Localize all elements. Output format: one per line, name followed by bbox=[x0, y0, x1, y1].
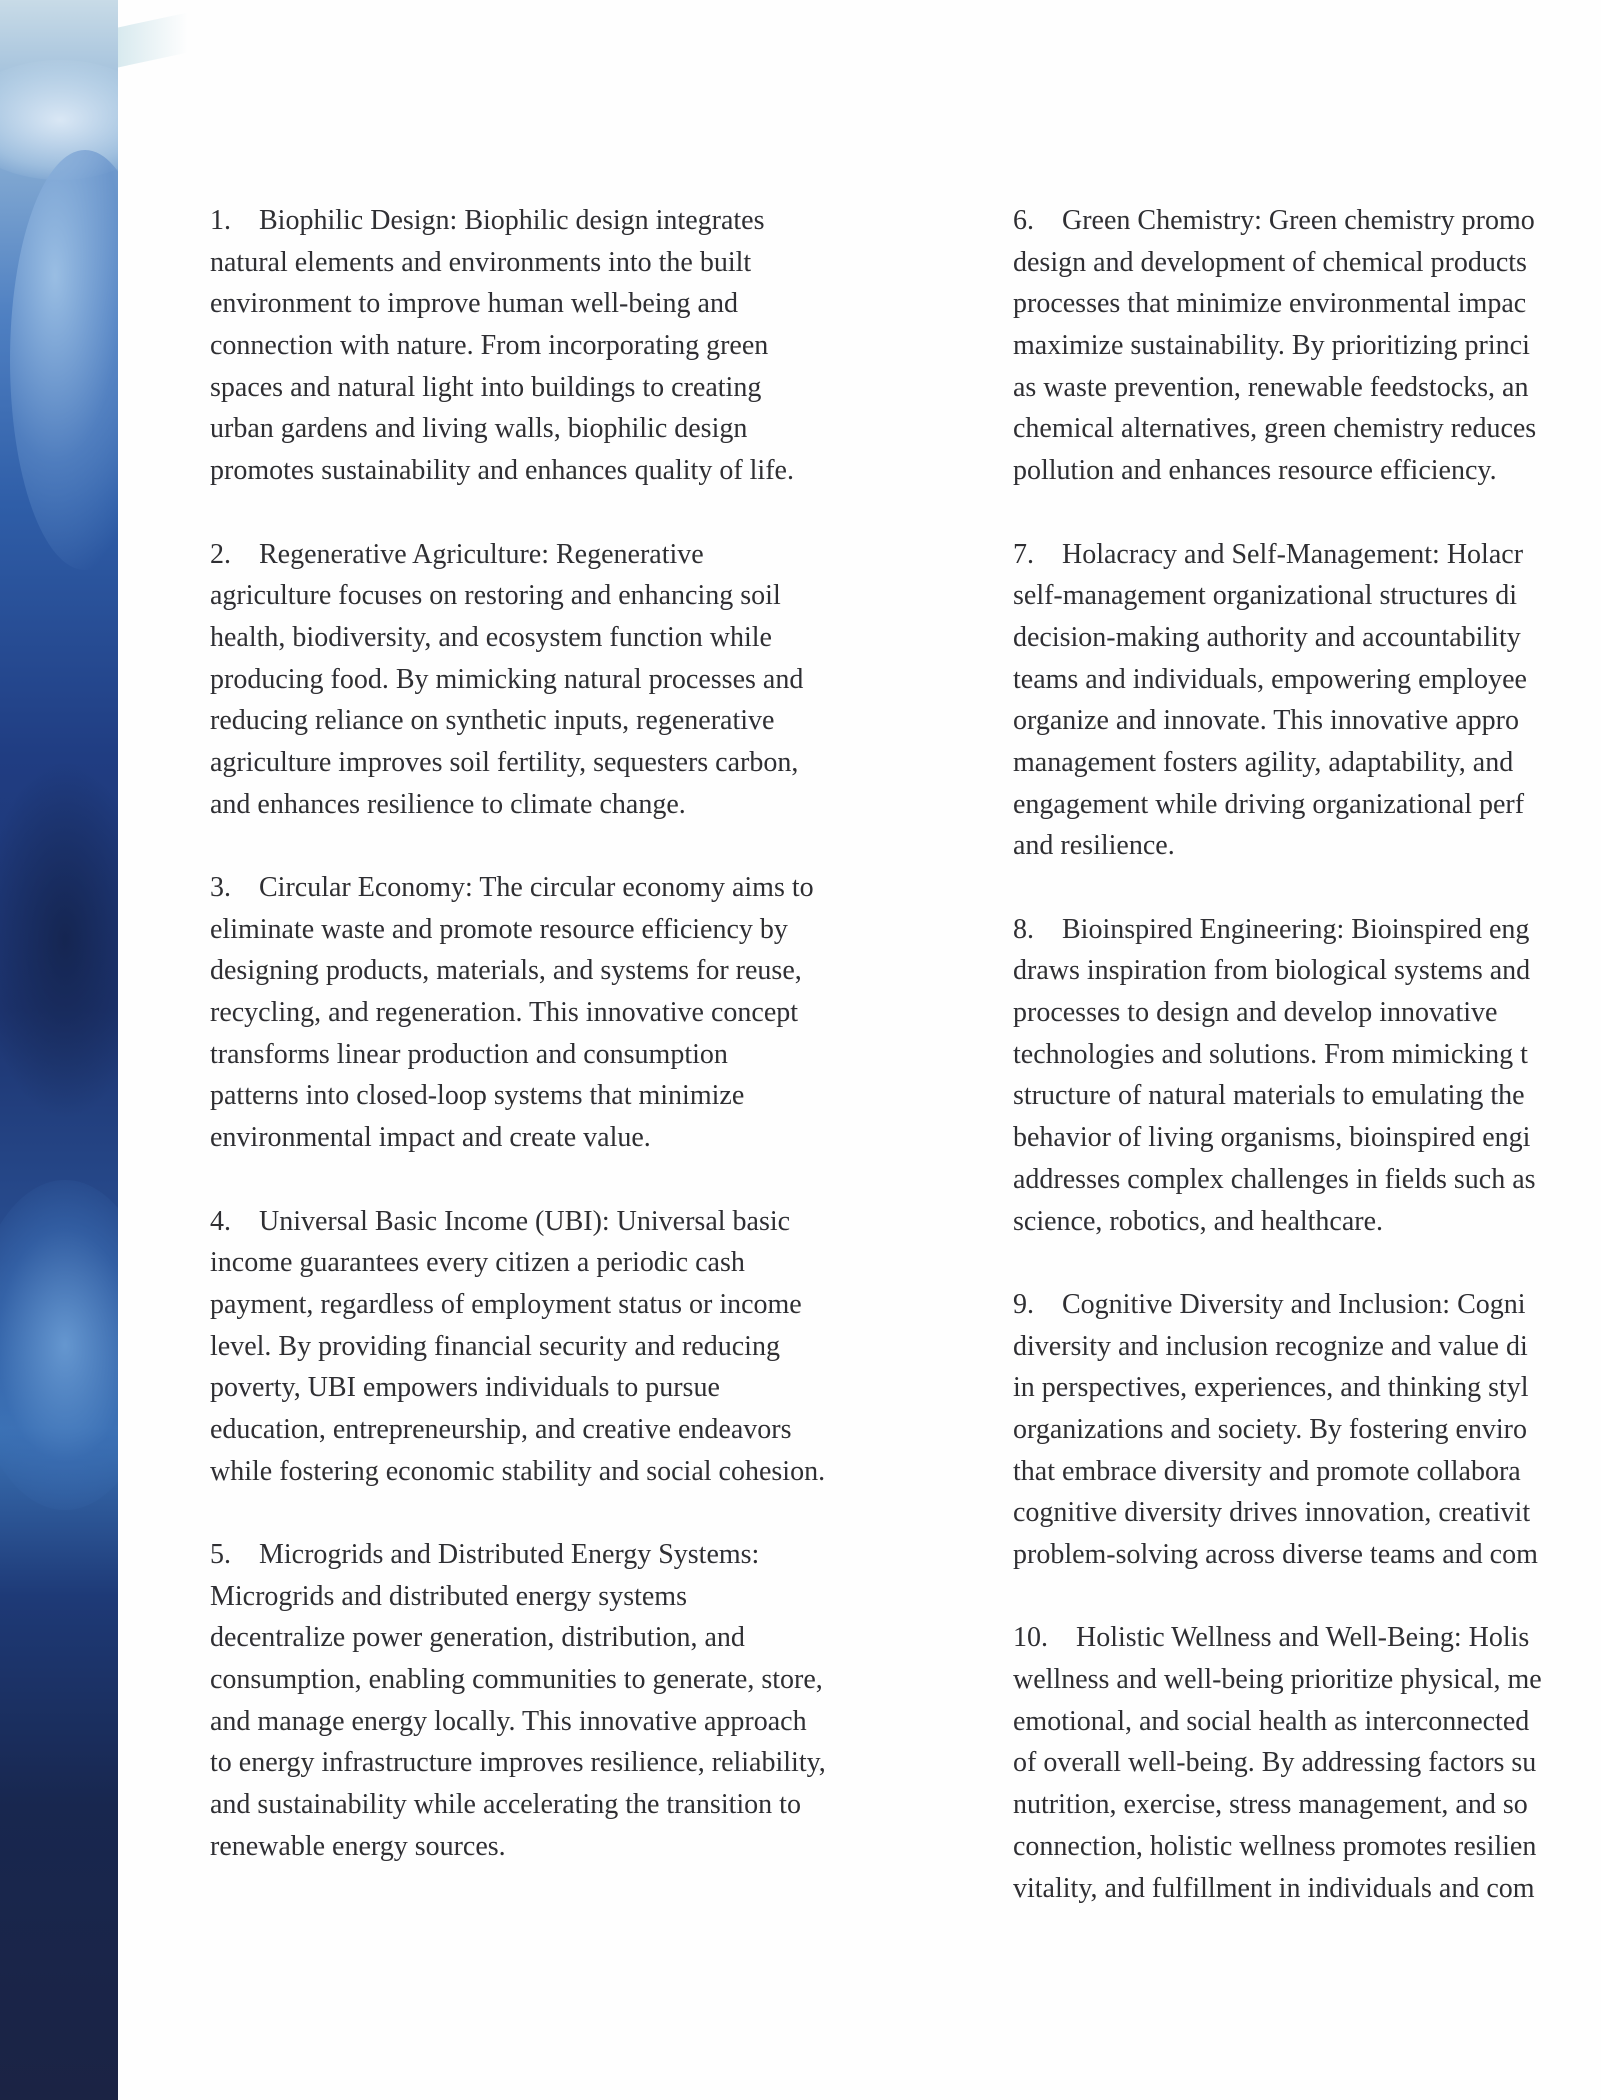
text-line: as waste prevention, renewable feedstocks, an bbox=[1013, 371, 1529, 403]
text-line: Microgrids and distributed energy systems bbox=[210, 1580, 687, 1612]
cover-photo-strip bbox=[0, 0, 118, 2100]
text-line: in perspectives, experiences, and thinking styl bbox=[1013, 1372, 1529, 1404]
text-line: cognitive diversity drives innovation, creativit bbox=[1013, 1497, 1531, 1529]
text-line: structure of natural materials to emulating the bbox=[1013, 1080, 1525, 1112]
text-line: education, entrepreneurship, and creative endeavors bbox=[210, 1413, 792, 1445]
text-line: 5. Microgrids and Distributed Energy Systems: bbox=[210, 1539, 760, 1570]
text-line: processes that minimize environmental impac bbox=[1013, 288, 1527, 320]
text-line: poverty, UBI empowers individuals to pursue bbox=[210, 1372, 720, 1404]
list-item bbox=[210, 1534, 826, 1868]
text-line: technologies and solutions. From mimicking t bbox=[1013, 1038, 1528, 1070]
text-line: connection with nature. From incorporating green bbox=[210, 330, 769, 362]
list-item bbox=[1013, 1284, 1542, 1576]
text-line: emotional, and social health as interconnected bbox=[1013, 1705, 1530, 1737]
text-line: while fostering economic stability and social cohesion. bbox=[210, 1455, 826, 1487]
text-line: agriculture improves soil fertility, sequesters carbon, bbox=[210, 746, 799, 778]
text-line: eliminate waste and promote resource efficiency by bbox=[210, 913, 788, 945]
text-line: natural elements and environments into the built bbox=[210, 246, 752, 278]
text-line: environment to improve human well-being and bbox=[210, 288, 738, 320]
text-line: 6. Green Chemistry: Green chemistry promo bbox=[1013, 205, 1535, 236]
text-line: producing food. By mimicking natural processes and bbox=[210, 663, 804, 695]
text-line: consumption, enabling communities to generate, store, bbox=[210, 1664, 823, 1696]
text-line: addresses complex challenges in fields such as bbox=[1013, 1163, 1536, 1195]
text-line: maximize sustainability. By prioritizing princi bbox=[1013, 330, 1530, 362]
text-line: behavior of living organisms, bioinspired engi bbox=[1013, 1122, 1531, 1154]
left-text-column bbox=[210, 200, 826, 1909]
text-line: transforms linear production and consumption bbox=[210, 1038, 728, 1070]
text-line: 1. Biophilic Design: Biophilic design integrates bbox=[210, 205, 765, 236]
text-line: nutrition, exercise, stress management, and so bbox=[1013, 1789, 1528, 1821]
text-line: level. By providing financial security and reducing bbox=[210, 1330, 780, 1362]
text-line: urban gardens and living walls, biophilic design bbox=[210, 413, 748, 445]
text-line: organize and innovate. This innovative appro bbox=[1013, 705, 1519, 737]
text-line: vitality, and fulfillment in individuals and com bbox=[1013, 1872, 1535, 1904]
text-line: spaces and natural light into buildings to creating bbox=[210, 371, 762, 403]
text-line: self-management organizational structures di bbox=[1013, 580, 1518, 612]
text-line: income guarantees every citizen a periodic cash bbox=[210, 1247, 745, 1279]
list-item bbox=[1013, 1617, 1542, 1909]
text-line: management fosters agility, adaptability, and bbox=[1013, 746, 1514, 778]
text-line: to energy infrastructure improves resilience, reliability, bbox=[210, 1747, 826, 1779]
list-item bbox=[1013, 200, 1542, 492]
text-line: chemical alternatives, green chemistry reduces bbox=[1013, 413, 1537, 445]
text-line: and manage energy locally. This innovative approach bbox=[210, 1705, 807, 1737]
text-line: decision-making authority and accountability bbox=[1013, 621, 1521, 653]
list-item bbox=[210, 1201, 826, 1493]
text-line: and sustainability while accelerating the transition to bbox=[210, 1789, 801, 1821]
text-line: health, biodiversity, and ecosystem function while bbox=[210, 621, 772, 653]
text-line: problem-solving across diverse teams and com bbox=[1013, 1539, 1538, 1570]
text-line: payment, regardless of employment status or income bbox=[210, 1288, 802, 1320]
text-line: reducing reliance on synthetic inputs, regenerative bbox=[210, 705, 775, 737]
text-line: engagement while driving organizational perf bbox=[1013, 788, 1525, 820]
text-line: design and development of chemical products bbox=[1013, 246, 1527, 278]
text-line: organizations and society. By fostering enviro bbox=[1013, 1413, 1527, 1445]
text-line: processes to design and develop innovative bbox=[1013, 997, 1498, 1029]
text-line: connection, holistic wellness promotes resilien bbox=[1013, 1830, 1537, 1862]
text-line: 2. Regenerative Agriculture: Regenerative bbox=[210, 538, 704, 570]
photo-hat-edge bbox=[10, 150, 118, 570]
text-line: agriculture focuses on restoring and enhancing soil bbox=[210, 580, 781, 612]
text-line: of overall well-being. By addressing factors su bbox=[1013, 1747, 1537, 1779]
text-line: pollution and enhances resource efficiency. bbox=[1013, 455, 1497, 487]
text-line: that embrace diversity and promote collabora bbox=[1013, 1455, 1521, 1487]
list-item bbox=[210, 534, 826, 826]
text-line: renewable energy sources. bbox=[210, 1830, 506, 1862]
text-line: and resilience. bbox=[1013, 830, 1175, 862]
text-line: wellness and well-being prioritize physical, me bbox=[1013, 1664, 1542, 1696]
text-line: science, robotics, and healthcare. bbox=[1013, 1205, 1384, 1237]
text-line: patterns into closed-loop systems that minimize bbox=[210, 1080, 745, 1112]
list-item bbox=[210, 867, 826, 1159]
text-line: and enhances resilience to climate change. bbox=[210, 788, 686, 820]
text-line: 7. Holacracy and Self-Management: Holacr bbox=[1013, 538, 1524, 570]
text-line: 4. Universal Basic Income (UBI): Universal basic bbox=[210, 1205, 791, 1237]
text-line: 9. Cognitive Diversity and Inclusion: Cogni bbox=[1013, 1288, 1526, 1320]
text-line: diversity and inclusion recognize and value di bbox=[1013, 1330, 1528, 1362]
text-line: 3. Circular Economy: The circular economy aims to bbox=[210, 872, 814, 903]
list-item bbox=[1013, 534, 1542, 868]
text-line: promotes sustainability and enhances quality of life. bbox=[210, 455, 794, 487]
text-line: decentralize power generation, distribution, and bbox=[210, 1622, 745, 1654]
photo-light-band bbox=[0, 1180, 118, 1510]
photo-dark-fold bbox=[0, 760, 118, 1120]
text-line: teams and individuals, empowering employee bbox=[1013, 663, 1527, 695]
text-line: draws inspiration from biological systems and bbox=[1013, 955, 1531, 987]
right-text-column bbox=[1013, 200, 1542, 1951]
photo-edge-tint bbox=[118, 13, 188, 68]
text-line: environmental impact and create value. bbox=[210, 1122, 651, 1154]
list-item bbox=[1013, 909, 1542, 1243]
text-line: 8. Bioinspired Engineering: Bioinspired eng bbox=[1013, 913, 1530, 945]
text-line: 10. Holistic Wellness and Well-Being: Holis bbox=[1013, 1622, 1530, 1654]
list-item bbox=[210, 200, 826, 492]
text-line: designing products, materials, and systems for reuse, bbox=[210, 955, 802, 987]
text-line: recycling, and regeneration. This innovative concept bbox=[210, 997, 799, 1029]
